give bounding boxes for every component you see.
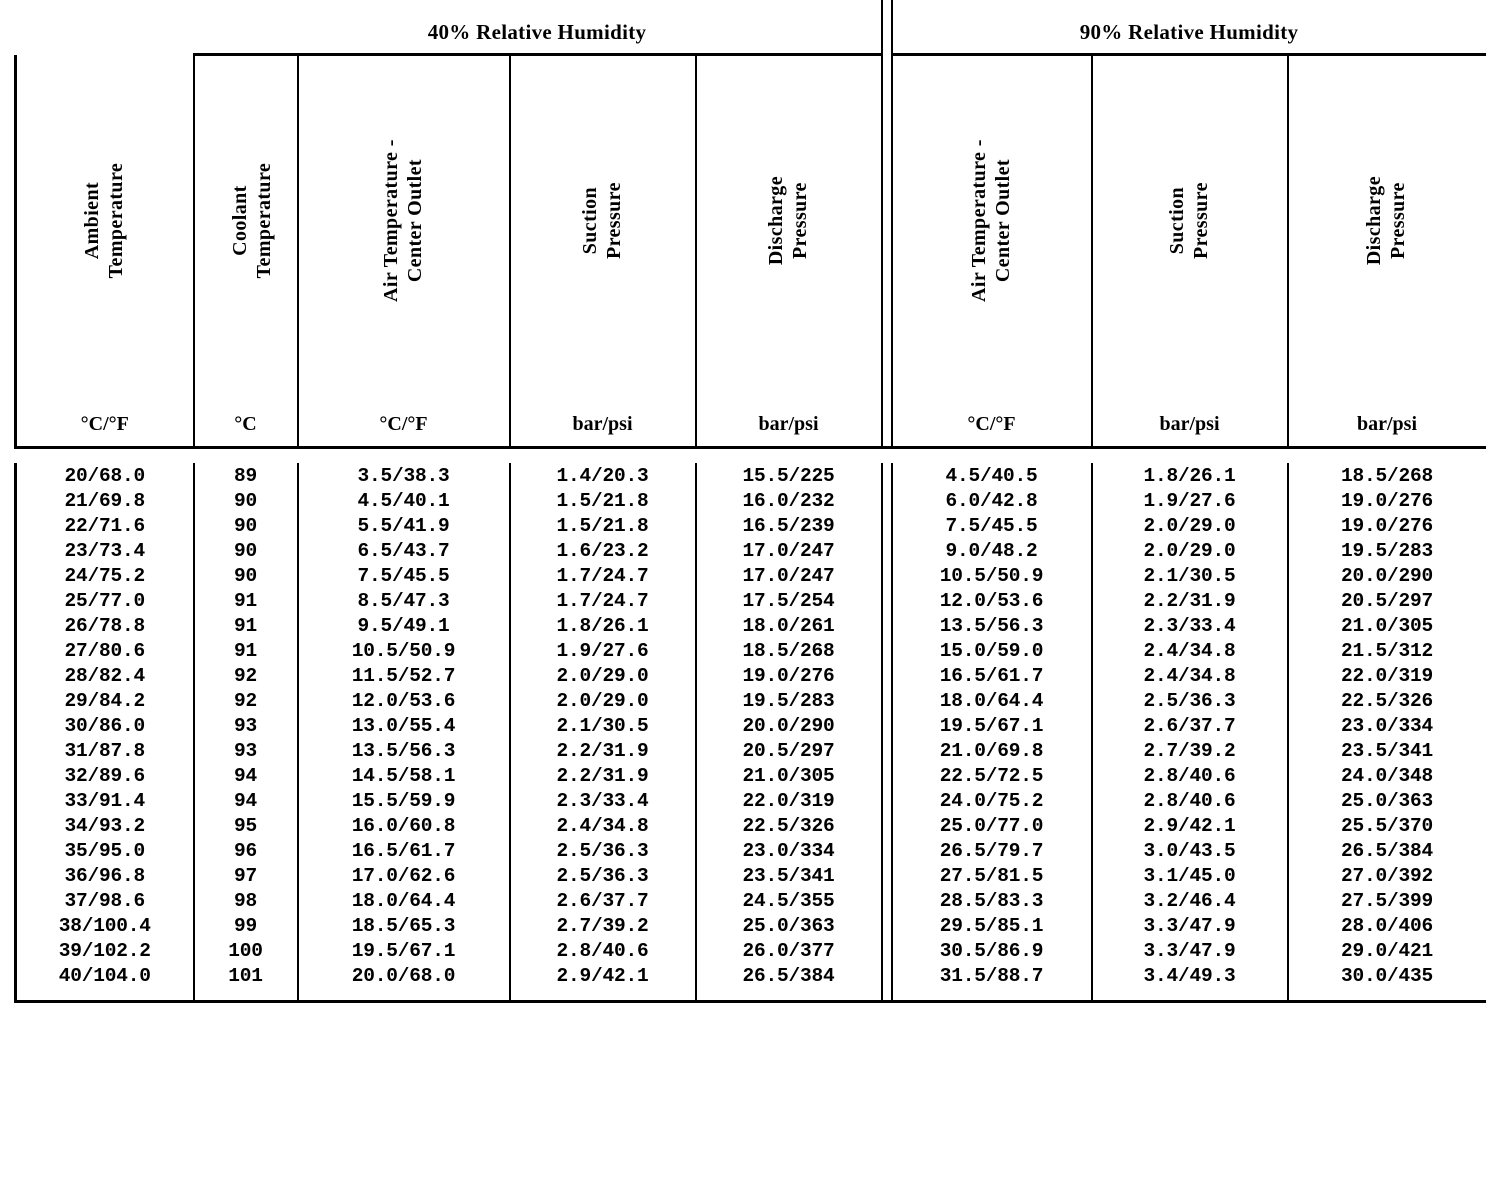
cell-suction-pressure-90: 1.8/26.1 <box>1092 463 1288 488</box>
col-header-line1: Ambient <box>81 181 104 259</box>
table-row <box>16 588 1486 613</box>
table-row <box>16 938 1486 963</box>
cell-suction-pressure-90: 2.8/40.6 <box>1092 763 1288 788</box>
cell-air-temperature-center-outlet-90: 29.5/85.1 <box>892 913 1092 938</box>
table-row <box>16 463 1486 488</box>
table-row <box>16 738 1486 763</box>
unit-discharge-pressure-90 <box>1288 386 1486 448</box>
cell-suction-pressure-40: 2.1/30.5 <box>510 713 696 738</box>
cell-discharge-pressure-40: 22.0/319 <box>742 789 835 812</box>
cell-coolant-temperature: 89 <box>194 463 298 488</box>
group-separator <box>882 763 892 788</box>
cell-suction-pressure-90: 2.2/31.9 <box>1092 588 1288 613</box>
cell-air-temperature-center-outlet-90: 15.0/59.0 <box>892 638 1092 663</box>
cell-air-temperature-center-outlet-40: 6.5/43.7 <box>298 538 510 563</box>
cell-suction-pressure-40: 2.5/36.3 <box>510 838 696 863</box>
cell-ambient-temperature: 33/91.4 <box>16 788 194 813</box>
cell-coolant-temperature: 99 <box>194 913 298 938</box>
cell-discharge-pressure-40: 21.0/305 <box>742 764 835 787</box>
cell-discharge-pressure-90: 19.5/283 <box>1341 539 1434 562</box>
unit-air-temperature-90 <box>892 386 1092 448</box>
cell-suction-pressure-90: 3.0/43.5 <box>1092 838 1288 863</box>
group-separator <box>882 463 892 488</box>
unit-coolant-temperature <box>194 386 298 448</box>
group-separator <box>882 888 892 913</box>
cell-suction-pressure-90: 2.3/33.4 <box>1092 613 1288 638</box>
cell-air-temperature-center-outlet-40: 11.5/52.7 <box>298 663 510 688</box>
cell-air-temperature-center-outlet-40: 9.5/49.1 <box>298 613 510 638</box>
cell-suction-pressure-90: 2.0/29.0 <box>1092 538 1288 563</box>
cell-air-temperature-center-outlet-40: 12.0/53.6 <box>298 688 510 713</box>
cell-ambient-temperature: 34/93.2 <box>16 813 194 838</box>
cell-air-temperature-center-outlet-40: 17.0/62.6 <box>298 863 510 888</box>
group-separator <box>882 688 892 713</box>
group-separator <box>882 55 892 387</box>
cell-ambient-temperature: 26/78.8 <box>16 613 194 638</box>
cell-discharge-pressure-90: 22.0/319 <box>1341 664 1434 687</box>
table-row <box>16 688 1486 713</box>
cell-air-temperature-center-outlet-90: 13.5/56.3 <box>892 613 1092 638</box>
group-separator <box>882 713 892 738</box>
cell-air-temperature-center-outlet-90: 7.5/45.5 <box>892 513 1092 538</box>
cell-air-temperature-center-outlet-40: 5.5/41.9 <box>298 513 510 538</box>
unit-label: bar/psi <box>1356 413 1418 435</box>
cell-discharge-pressure-90: 23.5/341 <box>1341 739 1434 762</box>
group-separator <box>882 638 892 663</box>
cell-discharge-pressure-90: 18.5/268 <box>1341 464 1434 487</box>
cell-discharge-pressure-90: 19.0/276 <box>1341 514 1434 537</box>
cell-discharge-pressure-90: 23.0/334 <box>1341 714 1434 737</box>
table-row <box>16 663 1486 688</box>
cell-air-temperature-center-outlet-40: 13.5/56.3 <box>298 738 510 763</box>
table-row <box>16 638 1486 663</box>
unit-label: bar/psi <box>1159 413 1220 435</box>
cell-discharge-pressure-90: 30.0/435 <box>1341 964 1434 987</box>
cell-discharge-pressure-90: 28.0/406 <box>1341 914 1434 937</box>
cell-air-temperature-center-outlet-40: 4.5/40.1 <box>298 488 510 513</box>
cell-ambient-temperature: 39/102.2 <box>16 938 194 963</box>
cell-coolant-temperature: 90 <box>194 513 298 538</box>
group-separator <box>882 838 892 863</box>
cell-discharge-pressure-40: 19.5/283 <box>742 689 835 712</box>
cell-discharge-pressure-40: 19.0/276 <box>742 664 835 687</box>
cell-discharge-pressure-40: 18.0/261 <box>742 614 835 637</box>
cell-suction-pressure-90: 2.4/34.8 <box>1092 663 1288 688</box>
group-separator <box>882 738 892 763</box>
cell-discharge-pressure-40: 16.0/232 <box>742 489 835 512</box>
unit-label: °C/°F <box>80 413 129 435</box>
group-separator <box>882 863 892 888</box>
cell-ambient-temperature: 28/82.4 <box>16 663 194 688</box>
table-row <box>16 613 1486 638</box>
cell-coolant-temperature: 93 <box>194 738 298 763</box>
cell-discharge-pressure-40: 25.0/363 <box>742 914 835 937</box>
cell-suction-pressure-40: 2.8/40.6 <box>510 938 696 963</box>
table-body <box>16 463 1486 988</box>
cell-coolant-temperature: 92 <box>194 688 298 713</box>
cell-suction-pressure-40: 1.6/23.2 <box>510 538 696 563</box>
unit-label: bar/psi <box>758 413 819 435</box>
unit-row <box>16 386 1486 448</box>
cell-discharge-pressure-40: 17.5/254 <box>742 589 835 612</box>
cell-suction-pressure-40: 2.0/29.0 <box>510 688 696 713</box>
unit-suction-pressure-90 <box>1092 386 1288 448</box>
cell-ambient-temperature: 29/84.2 <box>16 688 194 713</box>
col-header-line1: Air Temperature - <box>379 139 402 303</box>
cell-air-temperature-center-outlet-40: 15.5/59.9 <box>298 788 510 813</box>
cell-air-temperature-center-outlet-90: 24.0/75.2 <box>892 788 1092 813</box>
cell-air-temperature-center-outlet-40: 18.0/64.4 <box>298 888 510 913</box>
col-header-line1: Discharge <box>1363 176 1386 266</box>
group-separator <box>882 938 892 963</box>
cell-coolant-temperature: 90 <box>194 488 298 513</box>
cell-coolant-temperature: 90 <box>194 538 298 563</box>
group-header-40: 40% Relative Humidity <box>194 0 882 55</box>
unit-label: °C <box>234 413 257 435</box>
cell-ambient-temperature: 38/100.4 <box>16 913 194 938</box>
cell-suction-pressure-90: 3.1/45.0 <box>1092 863 1288 888</box>
cell-air-temperature-center-outlet-40: 8.5/47.3 <box>298 588 510 613</box>
cell-coolant-temperature: 101 <box>194 963 298 988</box>
cell-ambient-temperature: 23/73.4 <box>16 538 194 563</box>
cell-discharge-pressure-90: 20.0/290 <box>1341 564 1434 587</box>
col-header-ambient-temperature <box>16 55 194 387</box>
cell-air-temperature-center-outlet-40: 13.0/55.4 <box>298 713 510 738</box>
cell-suction-pressure-90: 1.9/27.6 <box>1092 488 1288 513</box>
cell-air-temperature-center-outlet-90: 22.5/72.5 <box>892 763 1092 788</box>
cell-suction-pressure-90: 3.2/46.4 <box>1092 888 1288 913</box>
cell-discharge-pressure-40: 17.0/247 <box>742 539 835 562</box>
cell-ambient-temperature: 21/69.8 <box>16 488 194 513</box>
group-separator <box>882 538 892 563</box>
cell-discharge-pressure-90: 24.0/348 <box>1341 764 1434 787</box>
cell-suction-pressure-90: 3.3/47.9 <box>1092 938 1288 963</box>
group-separator <box>882 613 892 638</box>
group-separator <box>882 488 892 513</box>
cell-discharge-pressure-90: 26.5/384 <box>1341 839 1434 862</box>
col-header-line2: Pressure <box>788 182 811 260</box>
cell-air-temperature-center-outlet-90: 31.5/88.7 <box>892 963 1092 988</box>
cell-coolant-temperature: 90 <box>194 563 298 588</box>
cell-coolant-temperature: 95 <box>194 813 298 838</box>
cell-discharge-pressure-40: 16.5/239 <box>742 514 835 537</box>
group-header-90: 90% Relative Humidity <box>892 0 1486 55</box>
cell-air-temperature-center-outlet-40: 7.5/45.5 <box>298 563 510 588</box>
unit-suction-pressure-40 <box>510 386 696 448</box>
cell-ambient-temperature: 36/96.8 <box>16 863 194 888</box>
col-header-line2: Temperature <box>252 163 275 279</box>
cell-suction-pressure-40: 1.8/26.1 <box>510 613 696 638</box>
col-header-line2: Temperature <box>104 162 127 278</box>
cell-discharge-pressure-40: 15.5/225 <box>742 464 835 487</box>
column-label-row <box>16 55 1486 387</box>
cell-discharge-pressure-90: 25.0/363 <box>1341 789 1434 812</box>
col-header-line2: Center Outlet <box>403 159 426 283</box>
col-header-line1: Suction <box>1165 187 1188 255</box>
unit-label: bar/psi <box>572 413 633 435</box>
cell-ambient-temperature: 35/95.0 <box>16 838 194 863</box>
unit-label: °C/°F <box>967 413 1016 435</box>
cell-air-temperature-center-outlet-40: 14.5/58.1 <box>298 763 510 788</box>
cell-suction-pressure-90: 2.9/42.1 <box>1092 813 1288 838</box>
cell-ambient-temperature: 25/77.0 <box>16 588 194 613</box>
cell-coolant-temperature: 94 <box>194 788 298 813</box>
cell-air-temperature-center-outlet-40: 3.5/38.3 <box>298 463 510 488</box>
col-header-discharge-pressure-90 <box>1288 55 1486 387</box>
cell-ambient-temperature: 40/104.0 <box>16 963 194 988</box>
cell-coolant-temperature: 97 <box>194 863 298 888</box>
cell-suction-pressure-40: 1.4/20.3 <box>510 463 696 488</box>
col-header-air-temperature-center-outlet-90 <box>892 55 1092 387</box>
cell-air-temperature-center-outlet-40: 10.5/50.9 <box>298 638 510 663</box>
table-row <box>16 538 1486 563</box>
table-row <box>16 838 1486 863</box>
group-separator <box>882 813 892 838</box>
cell-air-temperature-center-outlet-40: 16.5/61.7 <box>298 838 510 863</box>
col-header-suction-pressure-40 <box>510 55 696 387</box>
col-header-line2: Pressure <box>1189 182 1212 260</box>
cell-discharge-pressure-40: 24.5/355 <box>742 889 835 912</box>
table-row <box>16 863 1486 888</box>
cell-coolant-temperature: 98 <box>194 888 298 913</box>
cell-coolant-temperature: 93 <box>194 713 298 738</box>
unit-discharge-pressure-40 <box>696 386 882 448</box>
cell-discharge-pressure-90: 21.5/312 <box>1341 639 1434 662</box>
cell-ambient-temperature: 30/86.0 <box>16 713 194 738</box>
cell-discharge-pressure-90: 19.0/276 <box>1341 489 1434 512</box>
col-header-line1: Air Temperature - <box>967 139 990 303</box>
cell-discharge-pressure-90: 25.5/370 <box>1341 814 1434 837</box>
cell-suction-pressure-40: 2.6/37.7 <box>510 888 696 913</box>
cell-ambient-temperature: 20/68.0 <box>16 463 194 488</box>
group-separator <box>882 788 892 813</box>
cell-suction-pressure-40: 1.9/27.6 <box>510 638 696 663</box>
cell-air-temperature-center-outlet-90: 6.0/42.8 <box>892 488 1092 513</box>
cell-discharge-pressure-40: 22.5/326 <box>742 814 835 837</box>
cell-air-temperature-center-outlet-40: 19.5/67.1 <box>298 938 510 963</box>
cell-discharge-pressure-40: 23.5/341 <box>742 864 835 887</box>
cell-discharge-pressure-40: 20.5/297 <box>742 739 835 762</box>
cell-suction-pressure-40: 2.5/36.3 <box>510 863 696 888</box>
cell-suction-pressure-90: 2.0/29.0 <box>1092 513 1288 538</box>
cell-coolant-temperature: 96 <box>194 838 298 863</box>
col-header-line1: Discharge <box>764 176 787 266</box>
col-header-air-temperature-center-outlet-40 <box>298 55 510 387</box>
cell-discharge-pressure-40: 20.0/290 <box>742 714 835 737</box>
cell-discharge-pressure-90: 27.5/399 <box>1341 889 1434 912</box>
cell-suction-pressure-90: 3.3/47.9 <box>1092 913 1288 938</box>
cell-discharge-pressure-40: 17.0/247 <box>742 564 835 587</box>
cell-ambient-temperature: 32/89.6 <box>16 763 194 788</box>
table-row <box>16 813 1486 838</box>
cell-suction-pressure-90: 2.4/34.8 <box>1092 638 1288 663</box>
cell-discharge-pressure-90: 27.0/392 <box>1341 864 1434 887</box>
unit-ambient-temperature <box>16 386 194 448</box>
group-separator <box>882 663 892 688</box>
cell-discharge-pressure-90: 20.5/297 <box>1341 589 1434 612</box>
cell-air-temperature-center-outlet-40: 16.0/60.8 <box>298 813 510 838</box>
table-row <box>16 913 1486 938</box>
cell-discharge-pressure-40: 26.5/384 <box>742 964 835 987</box>
cell-suction-pressure-40: 1.7/24.7 <box>510 588 696 613</box>
col-header-line1: Coolant <box>228 185 251 257</box>
cell-ambient-temperature: 22/71.6 <box>16 513 194 538</box>
cell-discharge-pressure-40: 26.0/377 <box>742 939 835 962</box>
corner-blank <box>16 0 194 55</box>
cell-suction-pressure-40: 2.2/31.9 <box>510 763 696 788</box>
cell-air-temperature-center-outlet-90: 21.0/69.8 <box>892 738 1092 763</box>
group-separator <box>882 0 892 55</box>
cell-suction-pressure-90: 2.7/39.2 <box>1092 738 1288 763</box>
cell-air-temperature-center-outlet-90: 9.0/48.2 <box>892 538 1092 563</box>
cell-air-temperature-center-outlet-90: 12.0/53.6 <box>892 588 1092 613</box>
cell-discharge-pressure-90: 21.0/305 <box>1341 614 1434 637</box>
cell-suction-pressure-40: 1.7/24.7 <box>510 563 696 588</box>
group-separator <box>882 563 892 588</box>
cell-discharge-pressure-40: 18.5/268 <box>742 639 835 662</box>
table-row <box>16 888 1486 913</box>
table-row <box>16 563 1486 588</box>
table-row <box>16 788 1486 813</box>
cell-coolant-temperature: 100 <box>194 938 298 963</box>
cell-discharge-pressure-40: 23.0/334 <box>742 839 835 862</box>
cell-suction-pressure-90: 3.4/49.3 <box>1092 963 1288 988</box>
bottom-rule-row <box>16 988 1486 1002</box>
group-header-row <box>16 0 1486 55</box>
table-row <box>16 513 1486 538</box>
cell-suction-pressure-40: 2.4/34.8 <box>510 813 696 838</box>
cell-coolant-temperature: 91 <box>194 638 298 663</box>
cell-suction-pressure-90: 2.5/36.3 <box>1092 688 1288 713</box>
cell-air-temperature-center-outlet-90: 4.5/40.5 <box>892 463 1092 488</box>
cell-ambient-temperature: 27/80.6 <box>16 638 194 663</box>
cell-air-temperature-center-outlet-90: 27.5/81.5 <box>892 863 1092 888</box>
table-row <box>16 488 1486 513</box>
cell-ambient-temperature: 24/75.2 <box>16 563 194 588</box>
cell-suction-pressure-40: 2.7/39.2 <box>510 913 696 938</box>
cell-air-temperature-center-outlet-90: 26.5/79.7 <box>892 838 1092 863</box>
cell-air-temperature-center-outlet-90: 25.0/77.0 <box>892 813 1092 838</box>
cell-ambient-temperature: 31/87.8 <box>16 738 194 763</box>
cell-air-temperature-center-outlet-40: 18.5/65.3 <box>298 913 510 938</box>
cell-suction-pressure-40: 1.5/21.8 <box>510 488 696 513</box>
cell-coolant-temperature: 91 <box>194 588 298 613</box>
cell-suction-pressure-40: 2.3/33.4 <box>510 788 696 813</box>
col-header-line2: Pressure <box>1387 182 1410 260</box>
cell-coolant-temperature: 92 <box>194 663 298 688</box>
cell-air-temperature-center-outlet-90: 30.5/86.9 <box>892 938 1092 963</box>
cell-ambient-temperature: 37/98.6 <box>16 888 194 913</box>
col-header-suction-pressure-90 <box>1092 55 1288 387</box>
unit-air-temperature-40 <box>298 386 510 448</box>
cell-air-temperature-center-outlet-90: 19.5/67.1 <box>892 713 1092 738</box>
cell-suction-pressure-90: 2.8/40.6 <box>1092 788 1288 813</box>
group-separator <box>882 963 892 988</box>
cell-suction-pressure-90: 2.1/30.5 <box>1092 563 1288 588</box>
cell-air-temperature-center-outlet-90: 28.5/83.3 <box>892 888 1092 913</box>
group-separator <box>882 513 892 538</box>
cell-suction-pressure-40: 1.5/21.8 <box>510 513 696 538</box>
col-header-line2: Center Outlet <box>991 159 1014 283</box>
cell-air-temperature-center-outlet-90: 10.5/50.9 <box>892 563 1092 588</box>
cell-suction-pressure-40: 2.0/29.0 <box>510 663 696 688</box>
header-body-gap <box>16 448 1486 464</box>
unit-label: °C/°F <box>379 413 428 435</box>
table-row <box>16 763 1486 788</box>
cell-coolant-temperature: 91 <box>194 613 298 638</box>
cell-discharge-pressure-90: 22.5/326 <box>1341 689 1434 712</box>
col-header-line1: Suction <box>578 187 601 255</box>
cell-suction-pressure-40: 2.2/31.9 <box>510 738 696 763</box>
cell-suction-pressure-90: 2.6/37.7 <box>1092 713 1288 738</box>
cell-air-temperature-center-outlet-90: 16.5/61.7 <box>892 663 1092 688</box>
group-separator <box>882 386 892 448</box>
table-row <box>16 713 1486 738</box>
cell-air-temperature-center-outlet-90: 18.0/64.4 <box>892 688 1092 713</box>
cell-coolant-temperature: 94 <box>194 763 298 788</box>
col-header-discharge-pressure-40 <box>696 55 882 387</box>
col-header-line2: Pressure <box>602 182 625 260</box>
cell-suction-pressure-40: 2.9/42.1 <box>510 963 696 988</box>
group-separator <box>882 913 892 938</box>
performance-table <box>14 0 1486 1003</box>
cell-air-temperature-center-outlet-40: 20.0/68.0 <box>298 963 510 988</box>
table-row <box>16 963 1486 988</box>
col-header-coolant-temperature <box>194 55 298 387</box>
cell-discharge-pressure-90: 29.0/421 <box>1341 939 1434 962</box>
group-separator <box>882 588 892 613</box>
